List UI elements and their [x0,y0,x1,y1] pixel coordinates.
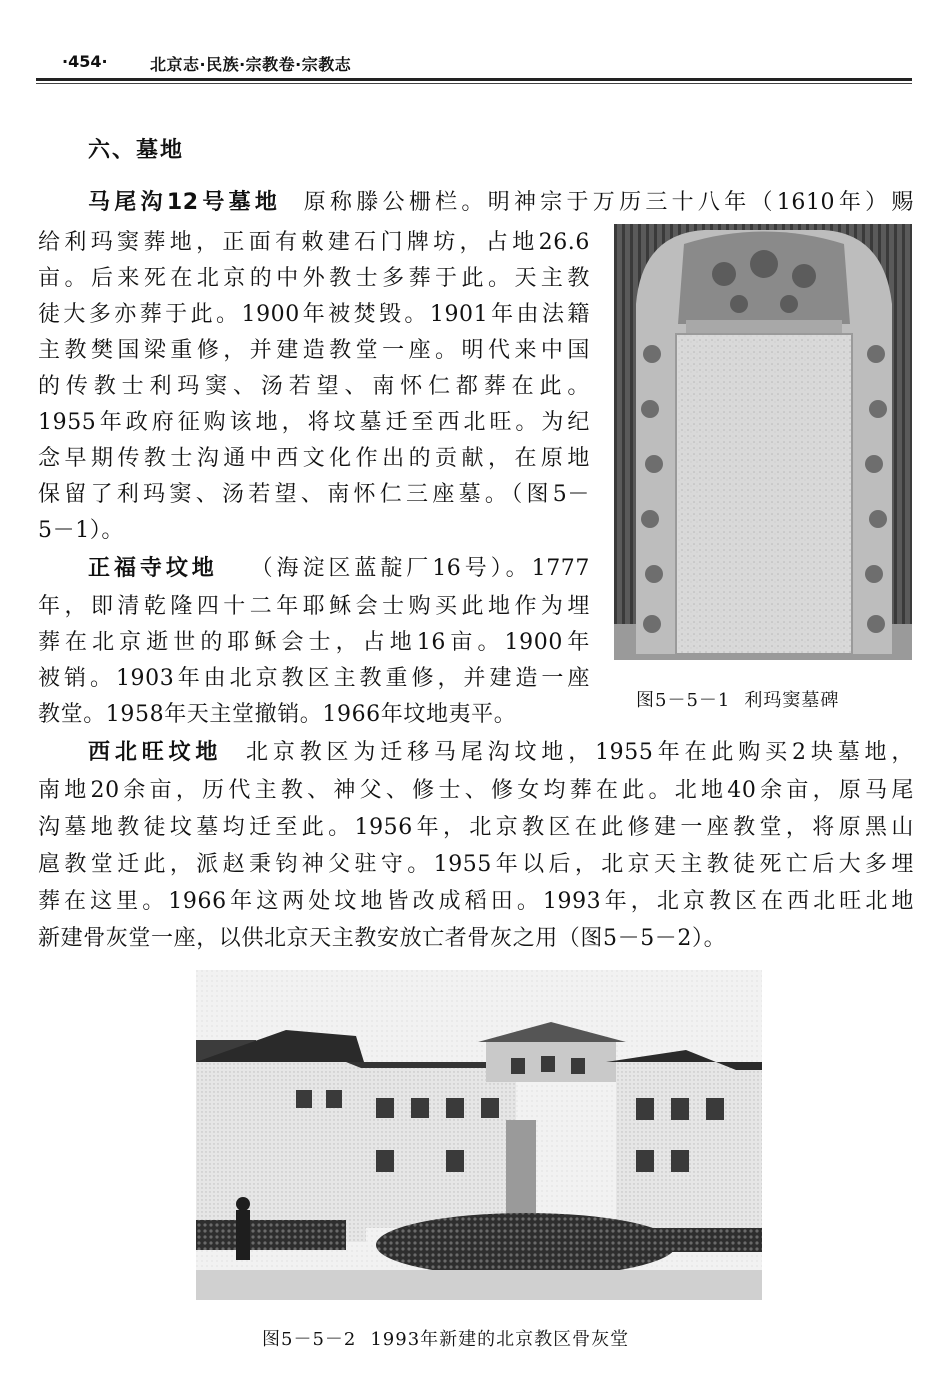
figure-caption [262,1325,629,1351]
line-text: （海淀区蓝靛厂16号）。1777 [250,556,590,581]
section-heading: 六、墓地 [88,138,185,163]
paragraph-line: 南地20余亩，历代主教、神父、修士、修女均葬在此。北地40余亩，原马尾 [38,778,914,803]
columbarium-photo [196,970,762,1300]
paragraph-line: 主教樊国梁重修，并建造教堂一座。明代来中国 [38,338,590,363]
line-text: 北京教区为迁移马尾沟坟地，1955年在此购买2块墓地， [245,740,915,765]
figure-title: 利玛窦墓碑 [744,690,840,711]
entry-term: 马尾沟12号墓地 [88,190,282,215]
book-title: 北京志·民族·宗教卷·宗教志 [150,55,352,74]
paragraph-line [88,186,914,220]
columbarium-photo-art [196,970,762,1300]
running-header [62,52,912,74]
paragraph-line: 给利玛窦葬地，正面有敕建石门牌坊，占地26.6 [38,230,590,255]
paragraph-line: 沟墓地教徒坟墓均迁至此。1956年，北京教区在此修建一座教堂，将原黑山 [38,815,914,840]
entry-term: 西北旺坟地 [88,740,223,765]
entry-term: 正福寺坟地 [88,556,218,581]
stele-photo [614,224,912,660]
paragraph-line: 扈教堂迁此，派赵秉钧神父驻守。1955年以后，北京天主教徒死亡后大多埋 [38,852,914,877]
paragraph-line: 葬在北京逝世的耶稣会士，占地16亩。1900年 [38,630,590,655]
paragraph-line: 亩。后来死在北京的中外教士多葬于此。天主教 [38,266,590,291]
figure-title: 1993年新建的北京教区骨灰堂 [370,1329,630,1350]
paragraph-line: 的传教士利玛窦、汤若望、南怀仁都葬在此。 [38,374,590,399]
paragraph-line [88,552,590,586]
paragraph-line: 1955年政府征购该地，将坟墓迁至西北旺。为纪 [38,410,590,435]
page-number: ·454· [62,52,108,71]
paragraph-line: 年，即清乾隆四十二年耶稣会士购买此地作为埋 [38,594,590,619]
figure-number: 图5－5－1 [636,690,731,711]
header-rule-thin [36,83,912,84]
paragraph-line: 新建骨灰堂一座，以供北京天主教安放亡者骨灰之用（图5－5－2）。 [38,926,727,951]
paragraph-line: 念早期传教士沟通中西文化作出的贡献，在原地 [38,446,590,471]
paragraph-line: 教堂。1958年天主堂撤销。1966年坟地夷平。 [38,702,517,727]
paragraph-line: 被销。1903年由北京教区主教重修，并建造一座 [38,666,590,691]
paragraph-line: 徒大多亦葬于此。1900年被焚毁。1901年由法籍 [38,302,590,327]
header-rule [36,78,912,81]
paragraph-line [88,736,914,770]
paragraph-line: 葬在这里。1966年这两处坟地皆改成稻田。1993年，北京教区在西北旺北地 [38,889,914,914]
figure-caption [636,686,839,712]
paragraph-line: 5－1）。 [38,518,124,543]
stele-photo-art [614,224,912,660]
paragraph-line: 保留了利玛窦、汤若望、南怀仁三座墓。（图5－ [38,482,590,507]
figure-number: 图5－5－2 [262,1329,357,1350]
line-text: 原称滕公栅栏。明神宗于万历三十八年（1610年）赐 [303,190,914,215]
